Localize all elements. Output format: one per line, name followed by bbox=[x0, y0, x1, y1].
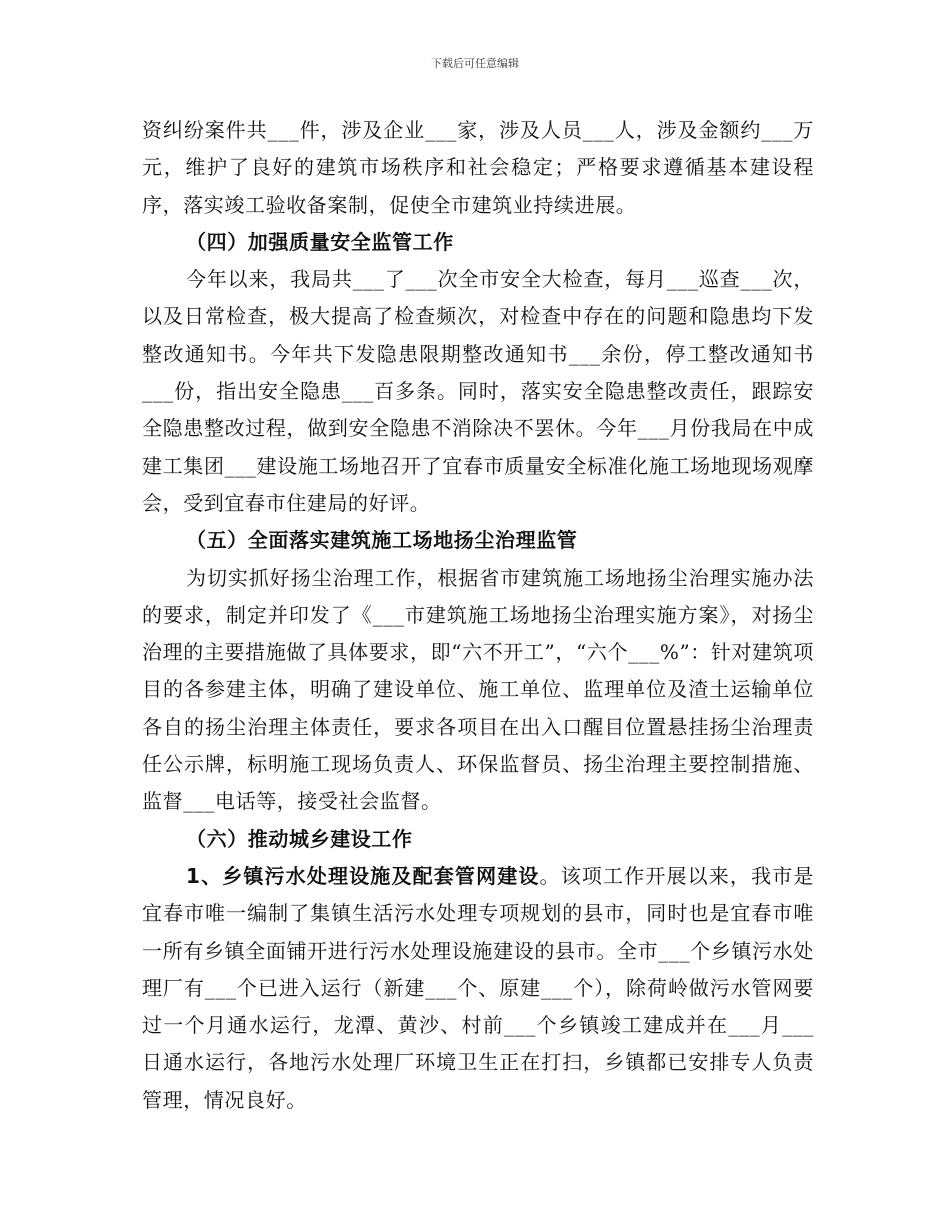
document-body bbox=[142, 112, 814, 1119]
section-heading-4: （四）加强质量安全监管工作 bbox=[186, 229, 454, 254]
paragraph-sewage bbox=[142, 858, 814, 1119]
section-heading-6: （六）推动城乡建设工作 bbox=[186, 826, 413, 851]
section-heading-5: （五）全面落实建筑施工场地扬尘治理监管 bbox=[186, 528, 578, 553]
page-header: 下载后可任意编辑 bbox=[431, 57, 519, 70]
paragraph-safety-inspection: 今年以来，我局共___了___次全市安全大检查，每月___巡查___次，以及日常检查，极大提高了检查频次，对检查中存在的问题和隐患均下发整改通知书。今年共下发隐患限期整改通知书___余份，停工整改通知书___份，指出安全隐患___百多条。同时，落实安全隐患整改责任，跟踪安全隐患整改过程，做到安全隐患不消除决不罢休。今年___月份我局在中成建工集团___建设施工场地召开了宜春市质量安全标准化施工场地现场观摩会，受到宜春市住建局的好评。 bbox=[142, 267, 814, 515]
paragraph-dust-control: 为切实抓好扬尘治理工作，根据省市建筑施工场地扬尘治理实施办法的要求，制定并印发了《___市建筑施工场地扬尘治理实施方案》，对扬尘治理的主要措施做了具体要求，即“六不开工”，“六个___%”：针对建筑项目的各参建主体，明确了建设单位、施工单位、监理单位及渣土运输单位各自的扬尘治理主体责任，要求各项目在出入口醒目位置悬挂扬尘治理责任公示牌，标明施工现场负责人、环保监督员、扬尘治理主要控制措施、监督___电话等，接受社会监督。 bbox=[142, 565, 814, 814]
subsection-heading-1: 1、乡镇污水处理设施及配套管网建设 bbox=[186, 863, 540, 888]
paragraph-sewage-text: 。该项工作开展以来，我市是宜春市唯一编制了集镇生活污水处理专项规划的县市，同时也是宜春市唯一所有乡镇全面铺开进行污水处理设施建设的县市。全市___个乡镇污水处理厂有___个已进入运行（新建___个、原建___个），除荷岭做污水管网要过一个月通水运行，龙潭、黄沙、村前___个乡镇竣工建成并在___月___日通水运行，各地污水处理厂环境卫生正在打扫，乡镇都已安排专人负责管理，情况良好。 bbox=[142, 863, 814, 1112]
paragraph-disputes: 资纠纷案件共___件，涉及企业___家，涉及人员___人，涉及金额约___万元，维护了良好的建筑市场秩序和社会稳定；严格要求遵循基本建设程序，落实竣工验收备案制，促使全市建筑业持续进展。 bbox=[142, 118, 814, 217]
